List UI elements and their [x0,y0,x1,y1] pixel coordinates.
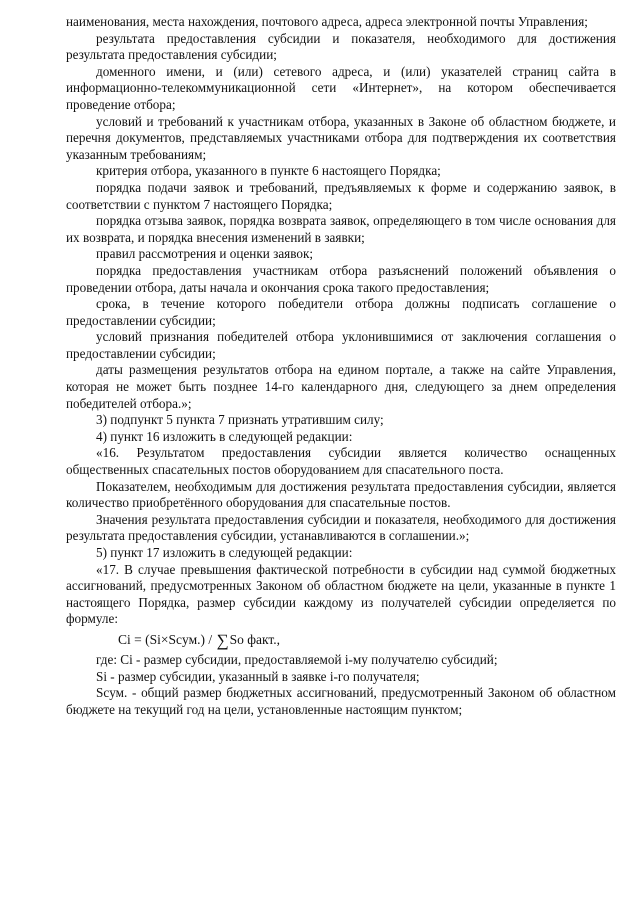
paragraph: где: Ci - размер субсидии, предоставляемой i-му получателю субсидий; [96,651,498,667]
formula-mid: Scум.) / [168,631,213,647]
paragraph: даты размещения результатов отбора на едином портале, а также на сайте Управления, которая не может быть позднее 14-го календарного дня, следующего за днем определения победителей отбора.»; [66,362,616,411]
paragraph: Scум. - общий размер бюджетных ассигнований, предусмотренный Законом об областном бюджете на текущий год на цели, установленные настоящим пунктом; [66,685,616,717]
paragraph: «17. В случае превышения фактической потребности в субсидии над суммой бюджетных ассигнований, предусмотренных Законом об областном бюджете на цели, указанные в пункте 1 настоящего Порядка, размер субсидии каждому из получателей субсидии определяется по формуле: [66,561,616,627]
paragraph: доменного имени, и (или) сетевого адреса, и (или) указателей страниц сайта в информационно-телекоммуникационной сети «Интернет», на котором обеспечивается проведение отбора; [66,63,616,112]
paragraph: условий признания победителей отбора уклонившимися от заключения соглашения о предоставлении субсидии; [66,329,616,361]
paragraph: срока, в течение которого победители отбора должны подписать соглашение о предоставлении субсидии; [66,296,616,328]
paragraph: порядка предоставления участникам отбора разъяснений положений объявления о проведении отбора, даты начала и окончания срока такого предоставления; [66,262,616,295]
formula-left: Ci = (Si [118,631,161,647]
formula [66,628,616,652]
paragraph: Показателем, необходимым для достижения результата предоставления субсидии, является количество приобретённого оборудования для спасательные постов. [66,478,616,511]
paragraph: правил рассмотрения и оценки заявок; [96,246,314,262]
paragraph: «16. Результатом предоставления субсидии является количество оснащенных общественных спасательных постов оборудованием для спасательного поста. [66,445,616,478]
paragraph: Значения результата предоставления субсидии и показателя, необходимого для достижения результата предоставления субсидии, устанавливаются в соглашении.»; [66,511,616,544]
document-body [66,14,616,718]
paragraph: порядка отзыва заявок, порядка возврата заявок, определяющего в том числе основания для их возврата, и порядка внесения изменений в заявки; [66,213,616,245]
sum-symbol: ∑ [216,630,229,650]
paragraph: критерия отбора, указанного в пункте 6 настоящего Порядка; [96,163,441,179]
formula-times: × [160,631,169,647]
list-item: 5) пункт 17 изложить в следующей редакции: [96,545,353,560]
list-item: 3) подпункт 5 пункта 7 признать утратившим силу; [96,412,384,428]
paragraph: условий и требований к участникам отбора, указанных в Законе об областном бюджете, и перечня документов, представляемых участниками отбора для подтверждения их соответствия указанным требованиям; [66,113,616,162]
paragraph: результата предоставления субсидии и показателя, необходимого для достижения результата предоставления субсидии; [66,30,616,63]
formula-right: So факт., [229,631,281,647]
list-item: 4) пункт 16 изложить в следующей редакции: [96,428,353,444]
paragraph: Si - размер субсидии, указанный в заявке i-го получателя; [96,668,420,684]
paragraph: порядка подачи заявок и требований, предъявляемых к форме и содержанию заявок, в соответствии с пунктом 7 настоящего Порядка; [66,179,616,212]
paragraph: наименования, места нахождения, почтового адреса, адреса электронной почты Управления; [66,14,588,29]
